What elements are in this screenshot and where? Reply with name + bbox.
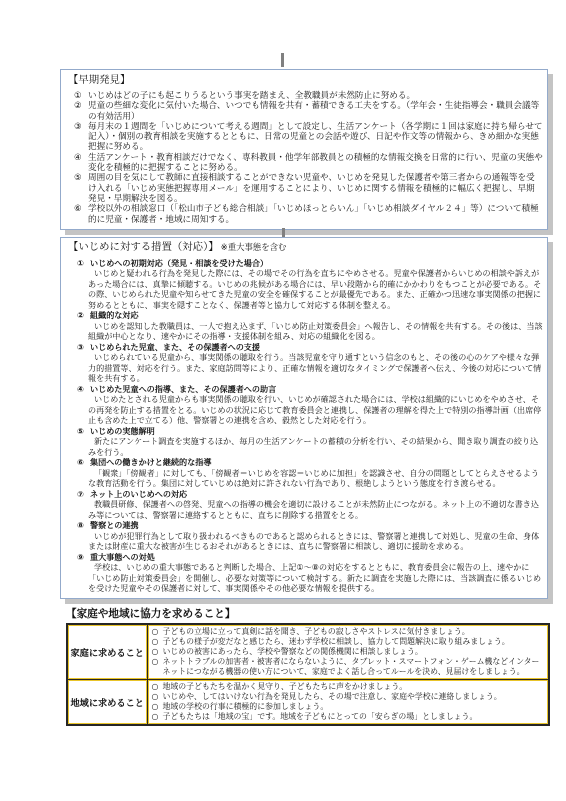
item-body: 教職員研修、保護者への啓発、児童への指導の機会を適切に設けることが未然防止につながる。ネット上の不適切な書き込み等については、警察署に連絡するとともに、直ちに削除する措置をとる。 <box>88 499 539 520</box>
item-heading-text: 組織的な対応 <box>90 310 139 321</box>
list-item <box>77 342 543 384</box>
response-section <box>60 237 548 599</box>
bullet-text: いじめの被害にあったら、学校や警察などの関係機関に相談しましょう。 <box>162 646 423 656</box>
item-number: ① <box>77 257 84 268</box>
bullet-text: 子どもの様子が変だなと感じたら、迷わず学校に相談し、協力して問題解決に取り組みましょう。 <box>162 636 510 646</box>
bullet-item <box>152 637 546 647</box>
early-detection-title: 【早期発見】 <box>68 74 131 86</box>
item-heading <box>77 342 543 353</box>
bullet-item <box>152 647 546 657</box>
item-heading-text: 警察との連携 <box>90 520 139 531</box>
item-body: いじめと疑われる行為を発見した際には、その場でその行為を直ちにやめさせる。児童や保護者からいじめの相談や訴えがあった場合には、真摯に傾聴する。いじめの兆候がある場合には、早い段階から的確にかかわりをもつことが必要である。その際、いじめられた児童や知らせてきた児童の安全を確保することが最優先である。また、正確かつ迅速な事実関係の把握に努めるとともに、事実を隠すことなく、保護者等と協力して対応する体制を整える。 <box>88 268 542 310</box>
table-row <box>67 679 549 725</box>
item-body: いじめられている児童から、事実関係の聴取を行う。当該児童を守り通すという信念のもと、その後の心のケアや様々な弾力的措置等、対応を行う。また、家庭訪問等により、正確な情報を適切なタイミングで保護者へ伝え、今後の対応について情報を共有する。 <box>88 352 542 384</box>
bullet-circle-icon: ○ <box>151 711 159 721</box>
bullet-text: いじめや、してはいけない行為を発見したら、その場で注意し、家庭や学校に連絡しましょう。 <box>162 691 502 701</box>
item-heading-text: いじめの実態解明 <box>90 425 155 436</box>
list-item <box>74 101 543 122</box>
bullet-text: 地域の子どもたちを温かく見守り、子どもたちに声をかけましょう。 <box>162 681 408 691</box>
item-number: ⑤ <box>77 425 84 436</box>
list-item <box>77 310 543 342</box>
item-number: ⑥ <box>77 457 84 468</box>
bullet-circle-icon: ○ <box>151 691 159 701</box>
list-item <box>74 122 543 153</box>
item-number: ① <box>74 91 82 101</box>
bullet-item <box>152 692 546 702</box>
list-item <box>74 153 543 174</box>
item-heading-text: ネット上のいじめへの対応 <box>90 488 188 499</box>
row-bullets-home <box>147 624 549 680</box>
bullet-text: 地域の学校の行事に積極的に参加しましょう。 <box>162 701 329 711</box>
list-item <box>77 489 543 521</box>
response-list <box>77 258 543 594</box>
list-item <box>77 426 543 458</box>
item-text: いじめはどの子にも起こりうるという事実を踏まえ、全教職員が未然防止に努める。 <box>88 91 416 101</box>
list-item <box>74 204 543 225</box>
item-heading <box>77 258 543 269</box>
item-heading-text: いじめた児童への指導、また、その保護者への助言 <box>90 383 277 394</box>
list-item <box>77 384 543 426</box>
item-heading <box>77 520 543 531</box>
early-detection-list <box>74 91 543 225</box>
item-heading-text: 重大事態への対処 <box>90 551 155 562</box>
row-label-community: 地域に求めること <box>67 679 147 725</box>
item-body: いじめが犯罪行為として取り扱われるべきものであると認められるときには、警察署と連携して対処し、児童の生命、身体または財産に重大な被害が生じるおそれがあるときには、直ちに警察署に相談し、適切に援助を求める。 <box>88 530 540 552</box>
cooperation-section <box>66 607 550 726</box>
item-body: いじめたとされる児童からも事実関係の聴取を行い、いじめが確認された場合には、学校は組織的にいじめをやめさせ、その再発を防止する措置をとる。いじめの状況に応じて教育委員会と連携し、保護者の理解を得た上で特別の指導計画（出席停止も含めた上で立てる）他、警察署との連携を含め、毅然とした対応を行う。 <box>88 394 542 426</box>
response-title-text: 【いじめに対する措置（対応）】 <box>68 240 219 253</box>
item-number: ④ <box>77 383 84 394</box>
item-heading-text: 集団への働きかけと継続的な指導 <box>90 457 212 468</box>
item-body: 「観衆」「傍観者」に対しても、「傍観者＝いじめを容認＝いじめに加担」を認識させ、自分の問題としてとらえさせるような教育活動を行う。集団に対していじめは絶対に許されない行為であり、根絶しようという態度を行き渡らせる。 <box>88 467 539 489</box>
bullet-text: 子どもの立場に立って真剣に話を聞き、子どもの寂しさやストレスに気付きましょう。 <box>162 626 470 636</box>
bullet-circle-icon: ○ <box>151 646 159 656</box>
item-text: 周囲の目を気にして教師に直接相談することができない児童や、いじめを発見した保護者や第三者からの通報等を受け入れる「いじめ実態把握専用メール」を運用することにより、いじめに関する情報を積極的に幅広く把握し、早期発見・早期解決を図る。 <box>88 173 535 204</box>
bullet-item <box>152 702 546 712</box>
item-heading-text: いじめへの初期対応（発見・相談を受けた場合） <box>90 257 269 268</box>
list-item <box>74 173 543 204</box>
list-item <box>77 258 543 311</box>
item-heading <box>77 384 543 395</box>
row-bullets-community <box>147 679 549 725</box>
list-item <box>77 520 543 552</box>
bullet-item <box>152 657 546 677</box>
item-body: 新たにアンケート調査を実施するほか、毎月の生活アンケートの蓄積の分析を行い、その結果から、聞き取り調査の絞り込みを行う。 <box>88 436 539 457</box>
bullet-circle-icon: ○ <box>151 636 159 646</box>
row-label-home: 家庭に求めること <box>67 624 147 680</box>
item-text: 児童の些細な変化に気付いた場合、いつでも情報を共有・蓄積できる工夫をする。（学年会・生徒指導会・職員会議等の有効活用） <box>88 101 540 122</box>
item-text: 学校以外の相談窓口（「松山市子ども総合相談」「いじめほっとらいん」「いじめ相談ダイヤル２４」等）について積極的に児童・保護者・地域に周知する。 <box>88 204 539 225</box>
cooperation-title: 【家庭や地域に協力を求めること】 <box>66 607 236 620</box>
item-number: ② <box>77 310 84 321</box>
item-heading <box>77 310 543 321</box>
item-heading <box>77 489 543 500</box>
list-item <box>77 457 543 489</box>
bullet-item <box>152 627 546 637</box>
list-item <box>77 552 543 594</box>
cooperation-table <box>66 623 550 726</box>
early-detection-section <box>60 69 548 230</box>
item-heading <box>77 457 543 468</box>
section-connector <box>282 228 285 237</box>
bullet-text: ネットトラブルの加害者・被害者にならないように、タブレット・スマートフォン・ゲーム機などインターネットにつながる機器の使い方について、家庭でよく話し合ってルールを決め、見届けをしましょう。 <box>162 656 540 676</box>
item-number: ④ <box>74 152 82 163</box>
item-number: ⑨ <box>77 551 84 562</box>
list-item <box>74 91 543 101</box>
item-number: ⑦ <box>77 488 84 499</box>
item-number: ③ <box>77 341 84 352</box>
response-title <box>68 240 543 254</box>
item-heading <box>77 426 543 437</box>
bullet-circle-icon: ○ <box>151 681 159 691</box>
item-number: ② <box>74 101 82 112</box>
bullet-circle-icon: ○ <box>151 701 159 711</box>
item-heading <box>77 552 543 563</box>
bullet-circle-icon: ○ <box>151 656 159 666</box>
bullet-item <box>152 712 546 722</box>
item-number: ⑥ <box>74 204 82 215</box>
top-divider <box>281 53 284 67</box>
response-note: ※重大事態を含む <box>220 241 287 252</box>
table-row <box>67 624 549 680</box>
item-body: 学校は、いじめの重大事態であると判断した場合、上記①～⑧の対応をするとともに、教育委員会に報告の上、速やかに「いじめ防止対策委員会」を開催し、必要な対策等について検討する。新たに調査を実施した際には、当該調査に係るいじめを受けた児童やその保護者に対して、事実関係やその他必要な情報を提供する。 <box>88 562 542 594</box>
item-heading-text: いじめられた児童、また、その保護者への支援 <box>90 341 260 352</box>
bullet-circle-icon: ○ <box>151 626 159 636</box>
item-text: 毎月末の１週間を「いじめについて考える週間」として設定し、生活アンケート（各学期に１回は家庭に持ち帰らせて記入）・個別の教育相談を実施するとともに、日常の児童との会話や遊び、日記や作文等の情報から、きめ細かな実態把握に努める。 <box>88 121 543 153</box>
item-body: いじめを認知した教職員は、一人で抱え込まず、「いじめ防止対策委員会」へ報告し、その情報を共有する。その後は、当該組織が中心となり、速やかにその指導・支援体制を組み、対応の組織化を図る。 <box>88 320 543 342</box>
item-number: ⑤ <box>74 173 82 184</box>
bullet-item <box>152 682 546 692</box>
bullet-text: 子どもたちは「地域の宝」です。地域を子どもにとっての「安らぎの場」としましょう。 <box>162 711 478 721</box>
item-number: ③ <box>74 121 82 132</box>
item-text: 生活アンケート・教育相談だけでなく、専科教員・他学年部教員との積極的な情報交換を日常的に行い、児童の実態や変化を積極的に把握することに努める。 <box>88 152 543 174</box>
item-number: ⑧ <box>77 520 84 531</box>
